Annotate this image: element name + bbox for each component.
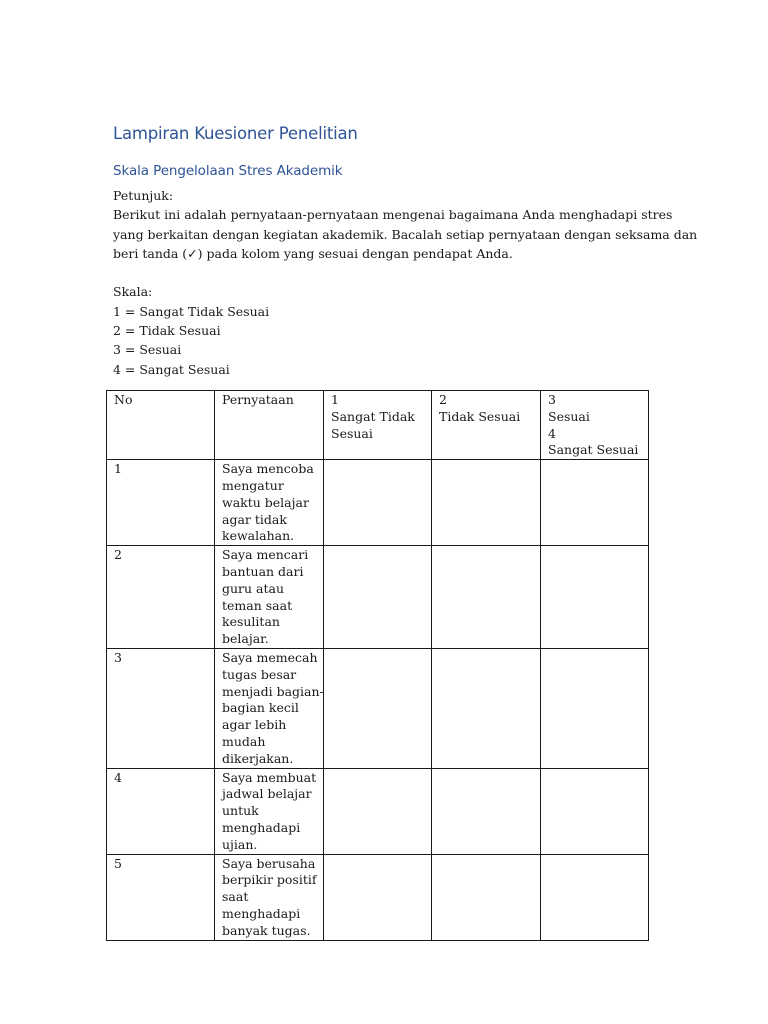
- header-text: 2: [439, 392, 447, 407]
- scale-item: 3 = Sesuai: [113, 342, 182, 358]
- header-text: 4: [548, 425, 556, 441]
- statement-cell: [215, 648, 324, 768]
- header-text: Sangat Tidak: [331, 408, 415, 424]
- row-number-cell: [107, 648, 215, 768]
- header-text: Pernyataan: [222, 392, 294, 407]
- header-text: Sesuai: [548, 408, 590, 424]
- row-number: 3: [114, 649, 122, 665]
- statement-text: agar lebih: [222, 717, 287, 733]
- statement-text: tugas besar: [222, 666, 297, 682]
- answer-cell-1[interactable]: [324, 648, 432, 768]
- statement-cell: [215, 768, 324, 854]
- statement-text: Saya mencari: [222, 547, 309, 563]
- questionnaire-table: [106, 390, 649, 941]
- table-row: [107, 854, 649, 940]
- statement-text: saat: [222, 889, 249, 905]
- answer-cell-3[interactable]: [541, 854, 649, 940]
- statement-cell: [215, 460, 324, 546]
- scale-item: 2 = Tidak Sesuai: [113, 323, 221, 339]
- header-text: Tidak Sesuai: [439, 408, 521, 424]
- statement-text: waktu belajar: [222, 494, 309, 510]
- table-row: [107, 768, 649, 854]
- row-number: 1: [114, 461, 122, 477]
- answer-cell-1[interactable]: [324, 460, 432, 546]
- statement-text: belajar.: [222, 631, 269, 647]
- statement-text: Saya mencoba: [222, 461, 314, 477]
- statement-text: bagian kecil: [222, 700, 299, 716]
- statement-text: Saya membuat: [222, 769, 317, 785]
- scale-item: 1 = Sangat Tidak Sesuai: [113, 303, 270, 319]
- answer-cell-2[interactable]: [432, 648, 541, 768]
- answer-cell-2[interactable]: [432, 768, 541, 854]
- instructions-label: Petunjuk:: [113, 188, 174, 203]
- answer-cell-1[interactable]: [324, 768, 432, 854]
- statement-text: mengatur: [222, 477, 284, 493]
- answer-cell-1[interactable]: [324, 854, 432, 940]
- statement-text: ujian.: [222, 836, 258, 852]
- answer-cell-2[interactable]: [432, 546, 541, 649]
- statement-text: bantuan dari: [222, 563, 304, 579]
- answer-cell-3[interactable]: [541, 546, 649, 649]
- row-number-cell: [107, 768, 215, 854]
- header-option-3-4: [541, 391, 649, 460]
- statement-text: kesulitan: [222, 614, 280, 630]
- header-text: No: [114, 392, 133, 407]
- statement-text: menghadapi: [222, 819, 301, 835]
- row-number: 2: [114, 547, 122, 563]
- statement-text: kewalahan.: [222, 528, 295, 544]
- statement-text: menjadi bagian-: [222, 683, 324, 699]
- instructions-line: yang berkaitan dengan kegiatan akademik. Bacalah setiap pernyataan dengan seksama dan: [113, 226, 698, 242]
- answer-cell-3[interactable]: [541, 648, 649, 768]
- statement-text: Saya memecah: [222, 649, 318, 665]
- answer-cell-1[interactable]: [324, 546, 432, 649]
- answer-cell-2[interactable]: [432, 854, 541, 940]
- instructions-line: Berikut ini adalah pernyataan-pernyataan mengenai bagaimana Anda menghadapi stres: [113, 207, 673, 223]
- header-text: 3: [548, 392, 556, 407]
- statement-text: menghadapi: [222, 905, 301, 921]
- statement-text: teman saat: [222, 597, 293, 613]
- scale-item: 4 = Sangat Sesuai: [113, 361, 230, 377]
- statement-text: Saya berusaha: [222, 855, 316, 871]
- statement-cell: [215, 546, 324, 649]
- statement-cell: [215, 854, 324, 940]
- document-title: Lampiran Kuesioner Penelitian: [113, 124, 358, 143]
- header-option-2: [432, 391, 541, 460]
- statement-text: jadwal belajar: [222, 786, 312, 802]
- table-header-row: [107, 391, 649, 460]
- header-text: Sesuai: [331, 425, 373, 441]
- row-number-cell: [107, 460, 215, 546]
- row-number: 5: [114, 855, 122, 871]
- statement-text: dikerjakan.: [222, 750, 294, 766]
- row-number-cell: [107, 854, 215, 940]
- table-row: [107, 546, 649, 649]
- header-option-1: [324, 391, 432, 460]
- statement-text: agar tidak: [222, 511, 287, 527]
- instructions-block: [113, 186, 698, 379]
- table-row: [107, 648, 649, 768]
- header-statement: [215, 391, 324, 460]
- header-text: Sangat Sesuai: [548, 442, 639, 458]
- statement-text: guru atau: [222, 580, 285, 596]
- instructions-line: beri tanda (✓) pada kolom yang sesuai dengan pendapat Anda.: [113, 245, 513, 261]
- scale-label: Skala:: [113, 284, 153, 300]
- answer-cell-3[interactable]: [541, 768, 649, 854]
- answer-cell-2[interactable]: [432, 460, 541, 546]
- table-row: [107, 460, 649, 546]
- statement-text: mudah: [222, 733, 266, 749]
- header-text: 1: [331, 392, 339, 407]
- statement-text: untuk: [222, 803, 259, 819]
- row-number: 4: [114, 769, 122, 785]
- header-no: [107, 391, 215, 460]
- paragraph-spacer: [113, 263, 658, 282]
- row-number-cell: [107, 546, 215, 649]
- statement-text: banyak tugas.: [222, 922, 311, 938]
- answer-cell-3[interactable]: [541, 460, 649, 546]
- questionnaire-subtitle: Skala Pengelolaan Stres Akademik: [113, 163, 343, 179]
- statement-text: berpikir positif: [222, 872, 317, 888]
